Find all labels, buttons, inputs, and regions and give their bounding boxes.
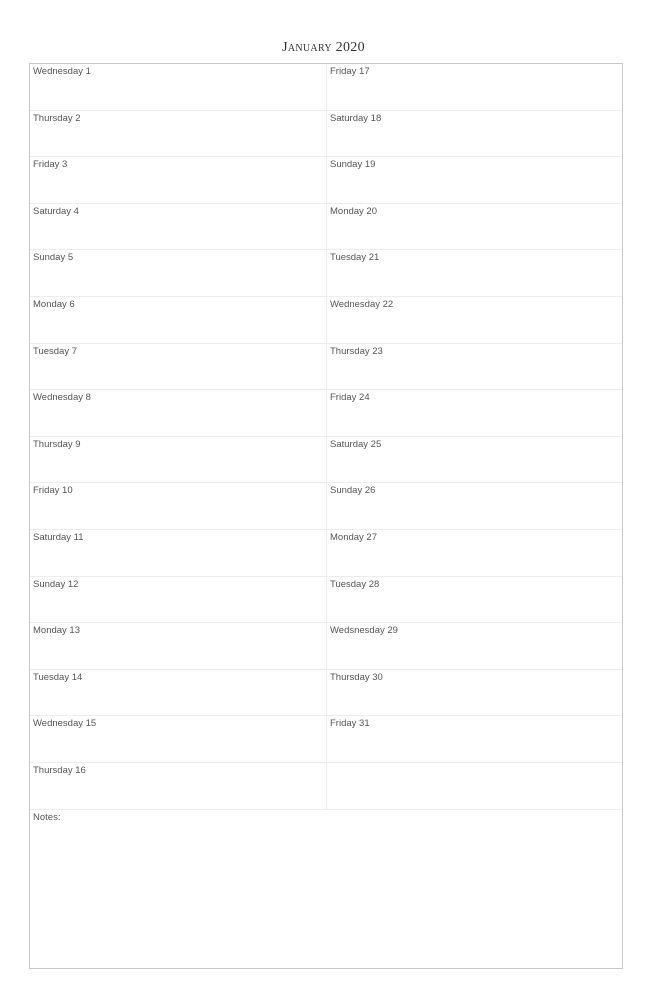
day-cell[interactable]: Wednesday 8 [30,390,327,437]
day-cell[interactable]: Thursday 16 [30,763,327,810]
day-cell[interactable]: Sunday 26 [327,483,622,530]
day-cell[interactable]: Saturday 18 [327,111,622,158]
day-cell[interactable]: Wedsnesday 29 [327,623,622,670]
empty-day-cell[interactable] [327,763,622,810]
page-title: January 2020 [282,40,365,55]
day-cell[interactable]: Monday 20 [327,204,622,251]
day-cell[interactable]: Thursday 23 [327,344,622,391]
day-cell[interactable]: Monday 6 [30,297,327,344]
day-cell[interactable]: Thursday 30 [327,670,622,717]
day-cell[interactable]: Saturday 4 [30,204,327,251]
day-cell[interactable]: Tuesday 28 [327,577,622,624]
day-cell[interactable]: Thursday 9 [30,437,327,484]
day-cell[interactable]: Tuesday 21 [327,250,622,297]
day-cell[interactable]: Friday 17 [327,64,622,111]
day-cell[interactable]: Friday 3 [30,157,327,204]
day-cell[interactable]: Friday 24 [327,390,622,437]
notes-label: Notes: [33,812,61,823]
notes-area[interactable] [30,810,622,968]
day-cell[interactable]: Sunday 5 [30,250,327,297]
day-cell[interactable]: Saturday 25 [327,437,622,484]
day-grid [30,64,622,810]
day-cell[interactable]: Sunday 19 [327,157,622,204]
day-cell[interactable]: Monday 13 [30,623,327,670]
day-cell[interactable]: Friday 31 [327,716,622,763]
day-cell[interactable]: Friday 10 [30,483,327,530]
day-cell[interactable]: Wednesday 1 [30,64,327,111]
day-cell[interactable]: Monday 27 [327,530,622,577]
day-cell[interactable]: Wednesday 15 [30,716,327,763]
day-cell[interactable]: Tuesday 14 [30,670,327,717]
day-cell[interactable]: Saturday 11 [30,530,327,577]
monthly-planner [29,63,623,969]
day-cell[interactable]: Thursday 2 [30,111,327,158]
day-cell[interactable]: Tuesday 7 [30,344,327,391]
day-cell[interactable]: Sunday 12 [30,577,327,624]
day-cell[interactable]: Wednesday 22 [327,297,622,344]
